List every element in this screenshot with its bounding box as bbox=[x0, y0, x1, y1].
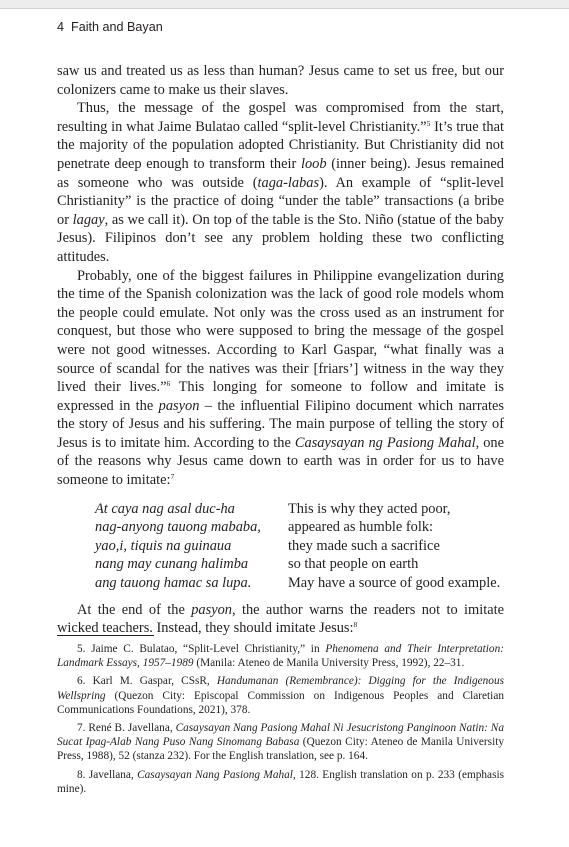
poem-line-tagalog: ang tauong hamac sa lupa. bbox=[95, 575, 252, 592]
footnote bbox=[57, 642, 504, 670]
closing-paragraph-container bbox=[57, 601, 504, 638]
text-run: 8. Javellana, bbox=[77, 768, 138, 781]
text-run: At the end of the bbox=[77, 601, 192, 618]
footnote-ref: 5 bbox=[426, 118, 431, 128]
text-run: It’s true that the majority of the population adopted Christianity. But Christianity did not penetrate deep enough to transform their bbox=[57, 118, 504, 172]
text-run: saw us and treated us as less than human? Jesus came to set us free, but our colonizers came to make us their slaves. bbox=[57, 63, 504, 98]
text-run: , as we call it). On top of the table is the Sto. Niño (statue of the baby Jesus). Filipinos don’t see any problem holding these two conflicting attitudes. bbox=[57, 211, 504, 265]
text-run: ). An example of “split-level Christianity” is the practice of doing “under the table” transactions (a bribe or bbox=[57, 174, 504, 228]
poem-line-english: so that people on earth bbox=[288, 556, 419, 573]
text-run: 7. René B. Javellana, bbox=[77, 722, 176, 735]
footnote-rule bbox=[57, 635, 154, 636]
footnote bbox=[57, 768, 504, 796]
footnote bbox=[57, 721, 504, 764]
text-run: – the influential Filipino document which narrates the story of Jesus and his suffering. The main purpose of telling the story of Jesus is to imitate him. According to the bbox=[57, 397, 504, 451]
italic-text: taga-labas bbox=[257, 174, 320, 191]
poem-line-english: they made such a sacrifice bbox=[288, 537, 440, 554]
body-paragraph bbox=[57, 267, 504, 490]
text-run: (Manila: Ateneo de Manila University Press, 1992), 22–31. bbox=[193, 657, 465, 670]
footnotes bbox=[57, 642, 504, 800]
poem-line-english: May have a source of good example. bbox=[288, 575, 501, 592]
body-paragraph bbox=[57, 99, 504, 266]
text-run: , one of the reasons why Jesus came down to earth was in order for us to have someone to imitate: bbox=[57, 434, 504, 489]
text-run: (Quezon City: Episcopal Commission on Indigenous Peoples and Claretian Communications Foundations, 2021), 378. bbox=[57, 689, 504, 716]
text-run: (inner being). Jesus remained as someone who was outside ( bbox=[57, 155, 504, 191]
italic-text: Handumanan (Remembrance): Digging for the Indigenous Wellspring bbox=[57, 675, 504, 702]
text-run: , 128. English translation on p. 233 (emphasis mine). bbox=[57, 768, 505, 795]
italic-text: Casaysayan ng Pasiong Mahal bbox=[294, 434, 476, 451]
italic-text: Casaysayan Nang Pasiong Mahal Ni Jesucristong Panginoon Natin: Na Sucat Ipag-Alab Nang Puso Nang Sinomang Babasa bbox=[57, 722, 504, 749]
text-run: , the author warns the readers not to imitate wicked teachers. Instead, they should imitate Jesus: bbox=[57, 601, 504, 637]
running-title: Faith and Bayan bbox=[71, 20, 163, 34]
poem-line-tagalog: yao,i, tiquis na guinaua bbox=[95, 537, 232, 554]
running-head bbox=[57, 20, 163, 34]
italic-text: Phenomena and Their Interpretation: Landmark Essays, 1957–1989 bbox=[57, 643, 504, 670]
italic-text: Casaysayan Nang Pasiong Mahal bbox=[137, 768, 293, 781]
footnote-ref: 8 bbox=[353, 620, 358, 630]
italic-text: lagay bbox=[72, 211, 105, 228]
poem-line-tagalog: nag-anyong tauong mababa, bbox=[95, 519, 261, 536]
poem-line-english: appeared as humble folk: bbox=[288, 519, 434, 536]
poem-stanza bbox=[95, 500, 504, 593]
poem-line-english: This is why they acted poor, bbox=[288, 500, 451, 517]
closing-paragraph bbox=[57, 601, 504, 638]
text-run: (Quezon City: Ateneo de Manila University Press, 1988), 52 (stanza 232). For the English translation, see p. 164. bbox=[57, 736, 504, 763]
footnote bbox=[57, 674, 504, 717]
text-run: 6. Karl M. Gaspar, CSsR, bbox=[77, 675, 217, 688]
body-paragraph bbox=[57, 62, 504, 99]
italic-text: loob bbox=[300, 155, 327, 172]
text-run: Probably, one of the biggest failures in Philippine evangelization during the time of the Spanish colonization was the lack of good role models whom the people could emulate. Not only was the cross used as an instrument for conquest, but those who were supposed to bring the message of the gospel were not good witnesses. According to Karl Gaspar, “what finally was a source of scandal for the natives was their [friars’] witness in the way they lived their lives.” bbox=[57, 267, 504, 396]
footnote-ref: 7 bbox=[170, 472, 175, 482]
text-run: 5. Jaime C. Bulatao, “Split-Level Christianity,” in bbox=[77, 643, 326, 655]
body-paragraphs bbox=[57, 62, 504, 490]
italic-text: pasyon bbox=[158, 397, 200, 414]
page-number: 4 bbox=[57, 20, 65, 34]
text-run: This longing for someone to follow and imitate is expressed in the bbox=[57, 379, 504, 414]
text-run: Thus, the message of the gospel was compromised from the start, resulting in what Jaime Bulatao called “split-level Christianity.” bbox=[57, 100, 504, 135]
body-text bbox=[57, 62, 504, 638]
poem-line-tagalog: At caya nag asal duc-ha bbox=[95, 500, 235, 517]
top-edge-bar bbox=[0, 0, 569, 9]
italic-text: pasyon bbox=[191, 601, 232, 618]
footnote-ref: 6 bbox=[166, 379, 171, 389]
poem-line-tagalog: nang may cunang halimba bbox=[95, 556, 249, 573]
